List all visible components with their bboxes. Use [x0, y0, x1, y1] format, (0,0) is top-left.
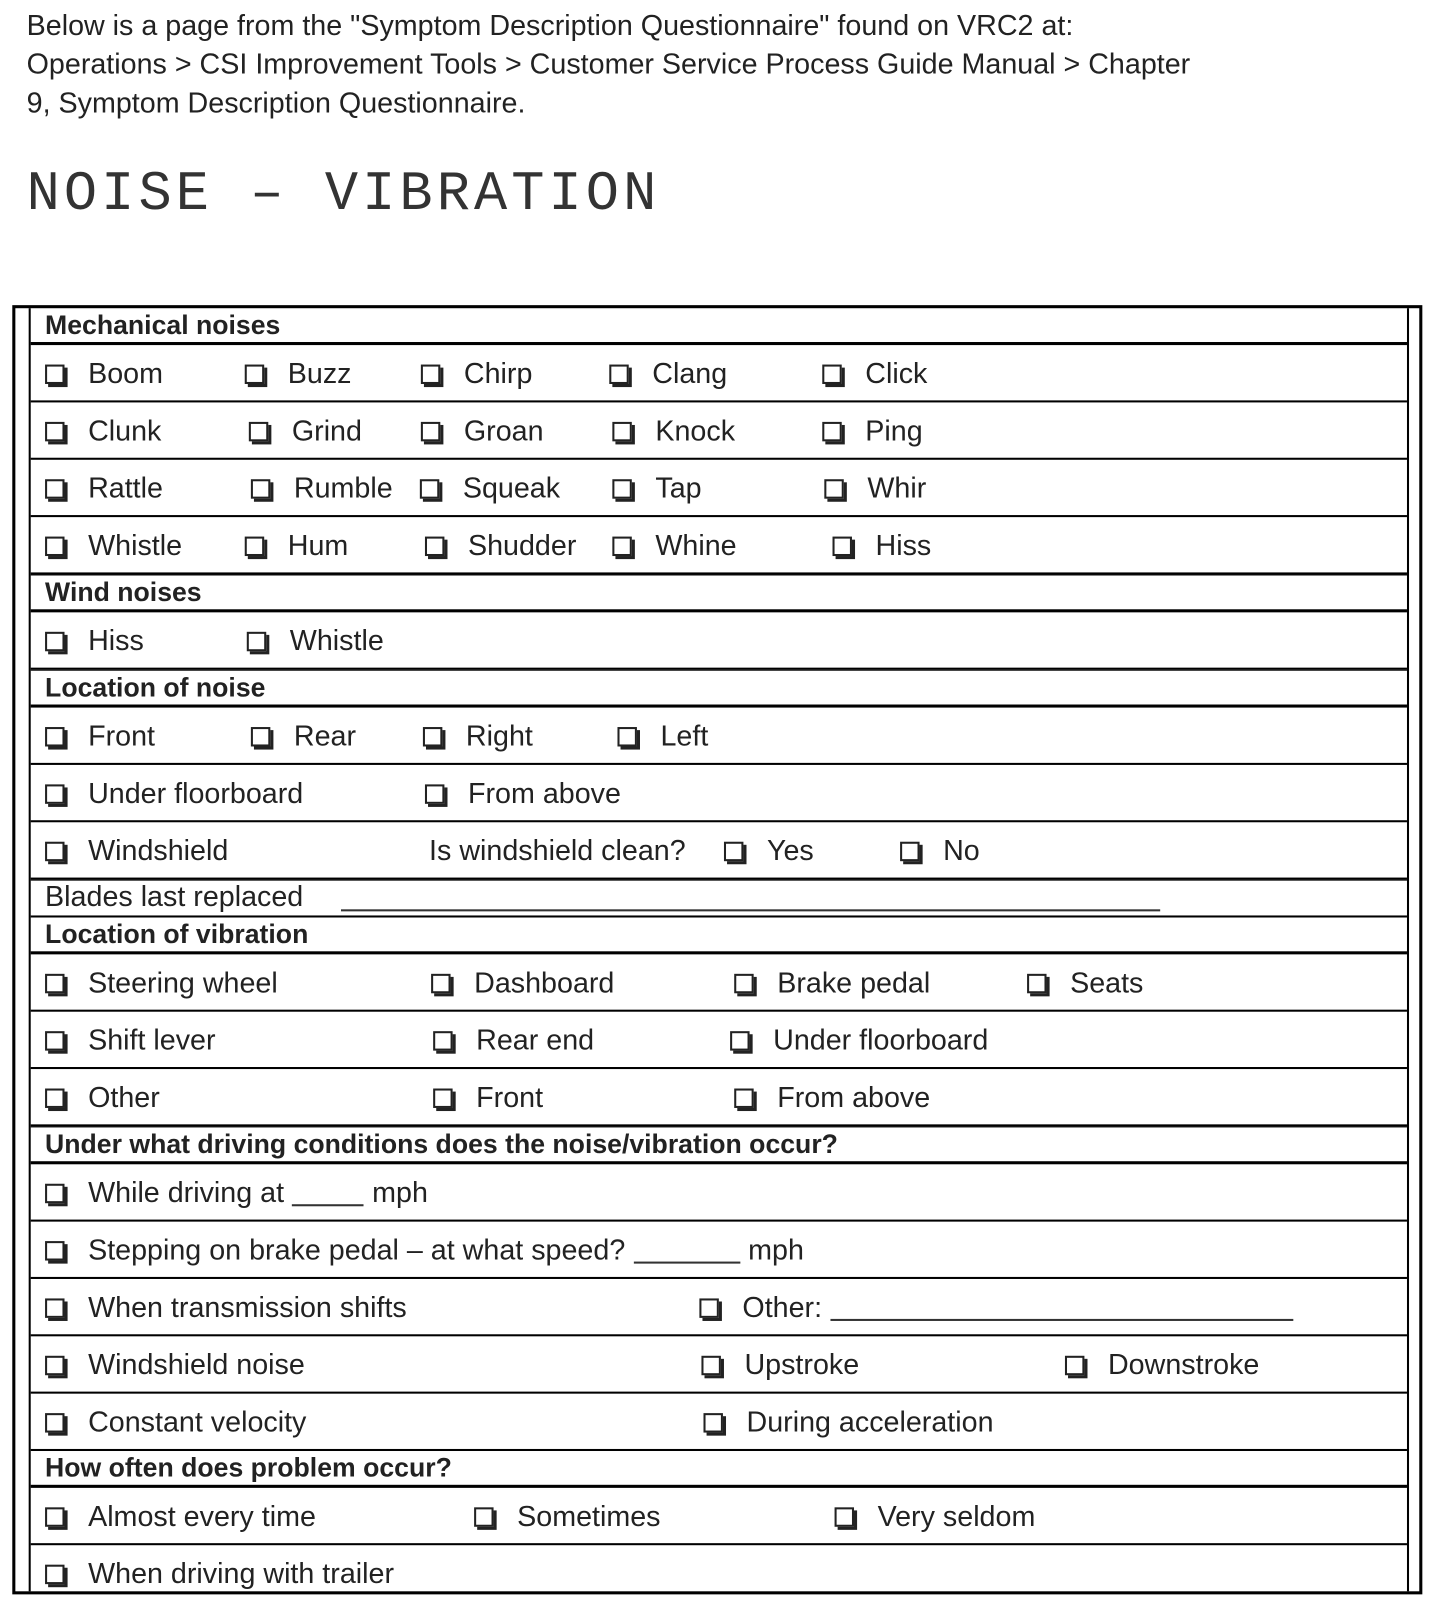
section-title: How often does problem occur? — [45, 1452, 452, 1483]
option-row — [31, 402, 1407, 459]
option-label: Whistle — [88, 529, 183, 562]
questionnaire-form — [12, 305, 1422, 1594]
option-while-driving[interactable] — [45, 1177, 428, 1210]
checkbox[interactable] — [612, 421, 631, 440]
option-upstroke[interactable] — [701, 1349, 859, 1382]
option-rattle[interactable] — [45, 472, 163, 505]
option-label: When driving with trailer — [88, 1557, 395, 1590]
option-label: Upstroke — [744, 1348, 860, 1381]
option-other[interactable] — [45, 1081, 160, 1114]
option-label: Left — [660, 719, 709, 752]
checkbox[interactable] — [1027, 973, 1046, 992]
option-brake-speed[interactable] — [45, 1234, 804, 1267]
option-label: From above — [467, 777, 621, 809]
option-label: Rear end — [476, 1024, 595, 1056]
option-hum[interactable] — [245, 529, 349, 562]
option-label: Grind — [291, 414, 362, 447]
checkbox[interactable] — [617, 727, 636, 746]
option-row — [31, 1336, 1407, 1393]
option-row — [31, 708, 1407, 765]
section-title: Under what driving conditions does the noise/vibration occur? — [45, 1128, 838, 1160]
option-label: Constant velocity — [88, 1405, 307, 1438]
option-row — [31, 822, 1407, 879]
option-label: During acceleration — [746, 1405, 994, 1438]
option-label: Under floorboard — [88, 777, 304, 809]
checkbox[interactable] — [730, 1031, 749, 1050]
blades-input[interactable] — [341, 885, 1160, 912]
option-vib-under-floorboard[interactable] — [730, 1024, 988, 1057]
option-cond-other[interactable] — [699, 1291, 1293, 1324]
checkbox[interactable] — [900, 841, 919, 860]
option-tap[interactable] — [612, 472, 701, 505]
option-row — [31, 954, 1407, 1011]
option-steering-wheel[interactable] — [45, 967, 278, 1000]
checkbox[interactable] — [612, 479, 631, 498]
option-label: Windshield — [88, 834, 229, 867]
option-row — [31, 460, 1407, 517]
section-header — [31, 308, 1407, 345]
checkbox[interactable] — [431, 973, 450, 992]
option-yes[interactable] — [724, 835, 814, 868]
checkbox[interactable] — [45, 1507, 64, 1526]
option-front[interactable] — [45, 720, 155, 753]
section-title: Location of noise — [45, 671, 266, 703]
option-label: Tap — [655, 472, 702, 504]
intro-line: 9, Symptom Description Questionnaire. — [26, 87, 526, 119]
checkbox[interactable] — [425, 536, 444, 555]
option-label: Hiss — [88, 624, 144, 657]
option-label: From above — [777, 1081, 931, 1114]
option-vib-front[interactable] — [433, 1081, 543, 1114]
option-windshield[interactable] — [45, 835, 228, 868]
option-label: Squeak — [462, 472, 561, 504]
unit-label: mph — [748, 1233, 804, 1266]
option-brake-pedal[interactable] — [734, 967, 930, 1000]
checkbox[interactable] — [1065, 1355, 1084, 1374]
option-label: Rattle — [88, 472, 163, 504]
brake-speed-input[interactable] — [633, 1237, 739, 1264]
checkbox[interactable] — [45, 1241, 64, 1260]
option-knock[interactable] — [612, 415, 735, 448]
blades-label: Blades last replaced — [45, 880, 304, 913]
section-header — [31, 574, 1407, 612]
checkbox[interactable] — [701, 1355, 720, 1374]
section-title: Mechanical noises — [45, 309, 281, 340]
checkbox[interactable] — [45, 1183, 64, 1202]
option-ping[interactable] — [822, 415, 922, 448]
option-row — [31, 1069, 1407, 1126]
option-wind-hiss[interactable] — [45, 625, 144, 658]
option-label: Front — [88, 719, 155, 752]
checkbox[interactable] — [833, 536, 852, 555]
option-dashboard[interactable] — [431, 967, 614, 1000]
option-label: Buzz — [287, 357, 352, 390]
checkbox[interactable] — [421, 364, 440, 383]
option-almost-every-time[interactable] — [45, 1500, 316, 1533]
option-transmission-shifts[interactable] — [45, 1291, 407, 1324]
option-row — [31, 765, 1407, 822]
option-row — [31, 1394, 1407, 1451]
option-rear-end[interactable] — [433, 1024, 594, 1057]
option-click[interactable] — [822, 357, 927, 390]
checkbox[interactable] — [822, 421, 841, 440]
option-clunk[interactable] — [45, 415, 161, 448]
option-label: Seats — [1070, 966, 1144, 999]
checkbox[interactable] — [245, 536, 264, 555]
option-windshield-noise[interactable] — [45, 1349, 305, 1382]
option-during-acceleration[interactable] — [703, 1406, 993, 1439]
checkbox[interactable] — [734, 973, 753, 992]
checkbox[interactable] — [251, 727, 270, 746]
option-seats[interactable] — [1027, 967, 1143, 1000]
page-title: NOISE – VIBRATION — [26, 163, 661, 227]
checkbox[interactable] — [45, 1298, 64, 1317]
option-under-floorboard[interactable] — [45, 777, 303, 810]
option-label: Other — [88, 1081, 160, 1114]
option-whir[interactable] — [824, 472, 926, 505]
section-header — [31, 670, 1407, 708]
option-sometimes[interactable] — [474, 1500, 660, 1533]
option-left[interactable] — [617, 720, 708, 753]
option-clang[interactable] — [609, 357, 727, 390]
intro-text — [27, 6, 1420, 123]
checkbox[interactable] — [247, 631, 266, 650]
option-groan[interactable] — [421, 415, 544, 448]
option-row — [31, 612, 1407, 669]
checkbox[interactable] — [835, 1507, 854, 1526]
option-label: Steering wheel — [88, 966, 278, 999]
option-label: Other: — [742, 1291, 823, 1324]
option-very-seldom[interactable] — [835, 1500, 1036, 1533]
option-label: Click — [865, 357, 928, 390]
checkbox[interactable] — [822, 364, 841, 383]
section-header — [31, 918, 1407, 955]
checkbox[interactable] — [45, 1413, 64, 1432]
checkbox[interactable] — [421, 421, 440, 440]
option-shift-lever[interactable] — [45, 1024, 215, 1057]
option-label: Hum — [287, 529, 349, 562]
option-label: Clang — [652, 357, 728, 390]
checkbox[interactable] — [420, 479, 439, 498]
section-header — [31, 1451, 1407, 1488]
checkbox[interactable] — [45, 1031, 64, 1050]
option-label: Whir — [867, 472, 927, 504]
checkbox[interactable] — [45, 1088, 64, 1107]
option-label: When transmission shifts — [88, 1291, 407, 1324]
checkbox[interactable] — [45, 841, 64, 860]
option-downstroke[interactable] — [1065, 1349, 1259, 1382]
checkbox[interactable] — [824, 479, 843, 498]
option-label: Whine — [655, 529, 737, 562]
option-label: Shift lever — [88, 1024, 216, 1056]
blades-row — [31, 880, 1407, 918]
option-row — [31, 1488, 1407, 1545]
option-label: Ping — [865, 414, 923, 447]
option-label: Under floorboard — [773, 1024, 989, 1056]
checkbox[interactable] — [425, 784, 444, 803]
checkbox[interactable] — [45, 784, 64, 803]
option-label: Downstroke — [1107, 1348, 1260, 1381]
option-row — [31, 1279, 1407, 1336]
option-label: Boom — [88, 357, 163, 390]
option-boom[interactable] — [45, 357, 163, 390]
option-buzz[interactable] — [245, 357, 352, 390]
speed-input[interactable] — [292, 1180, 364, 1207]
option-label: Front — [476, 1081, 544, 1114]
section-title: Location of vibration — [45, 918, 309, 950]
checkbox[interactable] — [45, 479, 64, 498]
checkbox[interactable] — [45, 1564, 64, 1583]
option-from-above[interactable] — [425, 777, 621, 810]
option-label: Clunk — [88, 414, 162, 447]
checkbox[interactable] — [45, 727, 64, 746]
option-label: Right — [465, 719, 533, 752]
option-label: Very seldom — [877, 1500, 1036, 1532]
checkbox[interactable] — [433, 1088, 452, 1107]
option-vib-from-above[interactable] — [734, 1081, 930, 1114]
unit-label: mph — [372, 1176, 428, 1209]
option-row — [31, 1222, 1407, 1279]
checkbox[interactable] — [474, 1507, 493, 1526]
checkbox[interactable] — [612, 536, 631, 555]
checkbox[interactable] — [703, 1413, 722, 1432]
checkbox[interactable] — [45, 421, 64, 440]
option-label: While driving at — [88, 1176, 285, 1209]
option-row — [31, 1012, 1407, 1069]
option-row — [31, 517, 1407, 574]
checkbox[interactable] — [45, 631, 64, 650]
option-label: Chirp — [463, 357, 533, 390]
intro-line: Operations > CSI Improvement Tools > Customer Service Process Guide Manual > Chapter — [26, 48, 1191, 80]
option-constant-velocity[interactable] — [45, 1406, 306, 1439]
option-label: Shudder — [467, 529, 577, 562]
checkbox[interactable] — [45, 536, 64, 555]
option-grind[interactable] — [249, 415, 362, 448]
option-label: Brake pedal — [777, 966, 931, 999]
option-rumble[interactable] — [251, 472, 393, 505]
checkbox[interactable] — [734, 1088, 753, 1107]
option-label: Windshield noise — [88, 1348, 305, 1381]
option-right[interactable] — [423, 720, 533, 753]
option-whistle[interactable] — [45, 529, 182, 562]
option-row — [31, 1545, 1407, 1600]
option-row — [31, 345, 1407, 402]
option-rear[interactable] — [251, 720, 356, 753]
option-label: Rumble — [293, 472, 393, 504]
option-label: Yes — [766, 834, 814, 867]
option-hiss[interactable] — [833, 529, 932, 562]
option-driving-with-trailer[interactable] — [45, 1558, 394, 1591]
section-header — [31, 1126, 1407, 1164]
option-label: No — [943, 834, 980, 867]
checkbox[interactable] — [724, 841, 743, 860]
option-no[interactable] — [900, 835, 980, 868]
checkbox[interactable] — [251, 479, 270, 498]
option-row — [31, 1164, 1407, 1221]
checkbox[interactable] — [423, 727, 442, 746]
option-wind-whistle[interactable] — [247, 625, 384, 658]
option-label: Dashboard — [474, 966, 615, 999]
checkbox[interactable] — [45, 1355, 64, 1374]
checkbox[interactable] — [45, 364, 64, 383]
checkbox[interactable] — [45, 973, 64, 992]
intro-line: Below is a page from the "Symptom Description Questionnaire" found on VRC2 at: — [26, 9, 1074, 41]
option-chirp[interactable] — [421, 357, 533, 390]
option-label: Groan — [463, 414, 544, 447]
option-shudder[interactable] — [425, 529, 576, 562]
option-squeak[interactable] — [420, 472, 560, 505]
other-input[interactable] — [830, 1294, 1293, 1321]
option-label: Hiss — [875, 529, 932, 562]
option-whine[interactable] — [612, 529, 736, 562]
checkbox[interactable] — [249, 421, 268, 440]
checkbox[interactable] — [699, 1298, 718, 1317]
option-label: Knock — [655, 414, 736, 447]
checkbox[interactable] — [609, 364, 628, 383]
option-label: Whistle — [289, 624, 384, 657]
windshield-clean-question: Is windshield clean? — [429, 834, 686, 867]
option-label: Rear — [293, 719, 357, 752]
option-label: Stepping on brake pedal – at what speed? — [88, 1233, 626, 1266]
option-label: Sometimes — [517, 1500, 661, 1532]
checkbox[interactable] — [433, 1031, 452, 1050]
section-title: Wind noises — [45, 576, 202, 608]
option-label: Almost every time — [88, 1500, 316, 1532]
checkbox[interactable] — [245, 364, 264, 383]
